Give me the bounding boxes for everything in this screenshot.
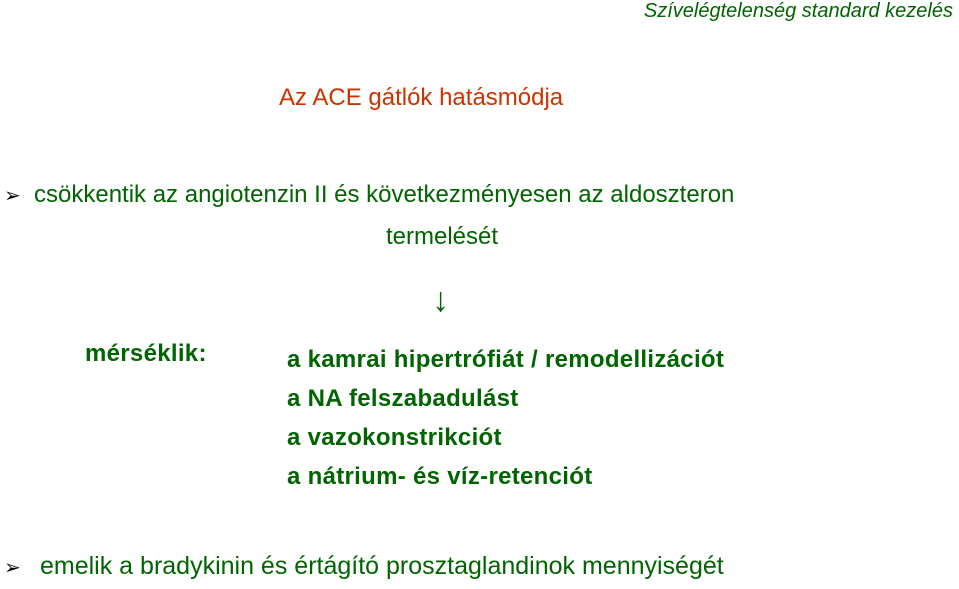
effect-item: a vazokonstrikciót [287, 424, 502, 451]
arrowhead-bullet-icon: ➢ [4, 557, 21, 579]
effect-item: a nátrium- és víz-retenciót [287, 463, 593, 490]
bullet-item-1-continuation [386, 223, 498, 251]
down-arrow-icon: ↓ [432, 281, 449, 319]
bullet-item-2 [4, 552, 724, 581]
effect-item: a kamrai hipertrófiát / remodellizációt [287, 346, 725, 373]
arrowhead-bullet-icon: ➢ [4, 185, 21, 207]
moderates-label: mérséklik: [85, 340, 207, 367]
slide-header-note: Szívelégtelenség standard kezelés [643, 0, 953, 22]
slide-title: Az ACE gátlók hatásmódja [279, 84, 564, 111]
bullet-item-1 [4, 181, 734, 209]
bullet-1-text: csökkentik az angiotenzin II és következményesen az aldoszteron [34, 181, 735, 208]
bullet-1-text-line2: termelését [386, 223, 499, 250]
bullet-2-text: emelik a bradykinin és értágító prosztaglandinok mennyiségét [40, 552, 724, 580]
effect-item: a NA felszabadulást [287, 385, 519, 412]
effects-list [287, 340, 724, 496]
